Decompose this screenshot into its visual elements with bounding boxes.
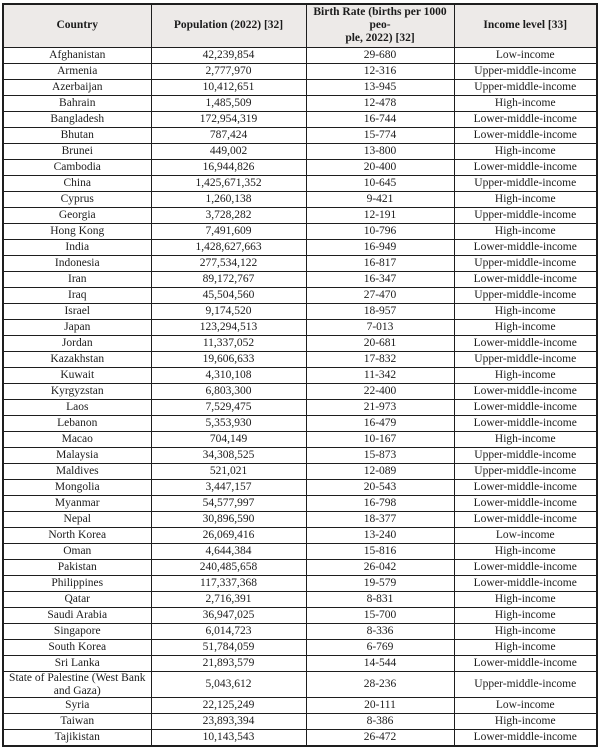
table-row bbox=[3, 79, 597, 95]
cell-income-level: Low-income bbox=[454, 698, 597, 714]
cell-population: 42,239,854 bbox=[151, 47, 306, 63]
table-row bbox=[3, 111, 597, 127]
cell-income-level: Upper-middle-income bbox=[454, 175, 597, 191]
cell-income-level: Upper-middle-income bbox=[454, 287, 597, 303]
cell-birth-rate: 10-796 bbox=[306, 223, 454, 239]
table-row bbox=[3, 175, 597, 191]
header-row bbox=[3, 4, 597, 47]
table-row bbox=[3, 671, 597, 698]
cell-income-level: Lower-middle-income bbox=[454, 415, 597, 431]
cell-population: 11,337,052 bbox=[151, 335, 306, 351]
cell-birth-rate: 11-342 bbox=[306, 367, 454, 383]
cell-country: State of Palestine (West Bank and Gaza) bbox=[3, 671, 151, 698]
cell-population: 4,310,108 bbox=[151, 367, 306, 383]
cell-birth-rate: 22-400 bbox=[306, 383, 454, 399]
table-row bbox=[3, 714, 597, 730]
table-row bbox=[3, 143, 597, 159]
cell-birth-rate: 16-817 bbox=[306, 255, 454, 271]
table-row bbox=[3, 303, 597, 319]
cell-income-level: Lower-middle-income bbox=[454, 159, 597, 175]
cell-population: 5,043,612 bbox=[151, 671, 306, 698]
cell-country: Oman bbox=[3, 543, 151, 559]
table-row bbox=[3, 511, 597, 527]
cell-population: 521,021 bbox=[151, 463, 306, 479]
table-row bbox=[3, 159, 597, 175]
cell-birth-rate: 15-700 bbox=[306, 607, 454, 623]
table-row bbox=[3, 351, 597, 367]
table-row bbox=[3, 623, 597, 639]
table-row bbox=[3, 191, 597, 207]
cell-population: 34,308,525 bbox=[151, 447, 306, 463]
table-row bbox=[3, 319, 597, 335]
cell-population: 10,143,543 bbox=[151, 730, 306, 747]
cell-income-level: Low-income bbox=[454, 47, 597, 63]
table-row bbox=[3, 239, 597, 255]
cell-income-level: Lower-middle-income bbox=[454, 559, 597, 575]
cell-country: Kuwait bbox=[3, 367, 151, 383]
cell-population: 449,002 bbox=[151, 143, 306, 159]
cell-population: 787,424 bbox=[151, 127, 306, 143]
cell-population: 23,893,394 bbox=[151, 714, 306, 730]
cell-income-level: High-income bbox=[454, 367, 597, 383]
table-row bbox=[3, 479, 597, 495]
cell-birth-rate: 16-798 bbox=[306, 495, 454, 511]
cell-birth-rate: 7-013 bbox=[306, 319, 454, 335]
cell-income-level: Upper-middle-income bbox=[454, 671, 597, 698]
cell-income-level: High-income bbox=[454, 431, 597, 447]
column-header-income-level: Income level [33] bbox=[454, 4, 597, 47]
cell-birth-rate: 12-191 bbox=[306, 207, 454, 223]
cell-population: 1,428,627,663 bbox=[151, 239, 306, 255]
cell-birth-rate: 12-478 bbox=[306, 95, 454, 111]
cell-population: 36,947,025 bbox=[151, 607, 306, 623]
table-row bbox=[3, 431, 597, 447]
cell-population: 45,504,560 bbox=[151, 287, 306, 303]
cell-income-level: Lower-middle-income bbox=[454, 383, 597, 399]
cell-income-level: High-income bbox=[454, 714, 597, 730]
cell-population: 7,491,609 bbox=[151, 223, 306, 239]
cell-population: 21,893,579 bbox=[151, 655, 306, 671]
cell-country: Iraq bbox=[3, 287, 151, 303]
cell-income-level: Lower-middle-income bbox=[454, 479, 597, 495]
cell-population: 16,944,826 bbox=[151, 159, 306, 175]
table-row bbox=[3, 607, 597, 623]
cell-population: 30,896,590 bbox=[151, 511, 306, 527]
table-row bbox=[3, 591, 597, 607]
cell-country: Qatar bbox=[3, 591, 151, 607]
cell-income-level: Upper-middle-income bbox=[454, 351, 597, 367]
cell-income-level: Upper-middle-income bbox=[454, 463, 597, 479]
cell-income-level: High-income bbox=[454, 607, 597, 623]
cell-country: Nepal bbox=[3, 511, 151, 527]
cell-income-level: Upper-middle-income bbox=[454, 447, 597, 463]
cell-birth-rate: 26-042 bbox=[306, 559, 454, 575]
cell-country: Singapore bbox=[3, 623, 151, 639]
cell-country: Bhutan bbox=[3, 127, 151, 143]
cell-country: Armenia bbox=[3, 63, 151, 79]
cell-income-level: High-income bbox=[454, 143, 597, 159]
cell-country: Georgia bbox=[3, 207, 151, 223]
table-row bbox=[3, 271, 597, 287]
cell-country: Tajikistan bbox=[3, 730, 151, 747]
cell-country: Kyrgyzstan bbox=[3, 383, 151, 399]
cell-birth-rate: 27-470 bbox=[306, 287, 454, 303]
cell-population: 22,125,249 bbox=[151, 698, 306, 714]
cell-birth-rate: 8-386 bbox=[306, 714, 454, 730]
cell-birth-rate: 13-800 bbox=[306, 143, 454, 159]
cell-country: Cambodia bbox=[3, 159, 151, 175]
table-row bbox=[3, 655, 597, 671]
country-birth-rate-table bbox=[2, 3, 598, 747]
cell-population: 51,784,059 bbox=[151, 639, 306, 655]
table-row bbox=[3, 127, 597, 143]
cell-income-level: Lower-middle-income bbox=[454, 271, 597, 287]
cell-population: 6,014,723 bbox=[151, 623, 306, 639]
cell-birth-rate: 16-744 bbox=[306, 111, 454, 127]
column-header-population: Population (2022) [32] bbox=[151, 4, 306, 47]
column-header-birth-rate-line1: Birth Rate (births per 1000 peo- bbox=[313, 6, 447, 32]
cell-population: 6,803,300 bbox=[151, 383, 306, 399]
cell-income-level: Lower-middle-income bbox=[454, 655, 597, 671]
table-row bbox=[3, 399, 597, 415]
cell-income-level: Lower-middle-income bbox=[454, 111, 597, 127]
cell-country: Japan bbox=[3, 319, 151, 335]
cell-population: 172,954,319 bbox=[151, 111, 306, 127]
cell-population: 1,485,509 bbox=[151, 95, 306, 111]
cell-country: Israel bbox=[3, 303, 151, 319]
cell-income-level: Lower-middle-income bbox=[454, 730, 597, 747]
cell-income-level: Upper-middle-income bbox=[454, 63, 597, 79]
cell-country: Malaysia bbox=[3, 447, 151, 463]
table-row bbox=[3, 223, 597, 239]
cell-country: Indonesia bbox=[3, 255, 151, 271]
table-row bbox=[3, 255, 597, 271]
cell-birth-rate: 29-680 bbox=[306, 47, 454, 63]
cell-country: Bangladesh bbox=[3, 111, 151, 127]
cell-birth-rate: 20-543 bbox=[306, 479, 454, 495]
cell-population: 240,485,658 bbox=[151, 559, 306, 575]
cell-country: North Korea bbox=[3, 527, 151, 543]
cell-birth-rate: 14-544 bbox=[306, 655, 454, 671]
cell-country: Kazakhstan bbox=[3, 351, 151, 367]
table-header bbox=[3, 4, 597, 47]
cell-birth-rate: 9-421 bbox=[306, 191, 454, 207]
cell-country: Iran bbox=[3, 271, 151, 287]
cell-country: Sri Lanka bbox=[3, 655, 151, 671]
cell-country: South Korea bbox=[3, 639, 151, 655]
cell-birth-rate: 15-816 bbox=[306, 543, 454, 559]
cell-birth-rate: 19-579 bbox=[306, 575, 454, 591]
cell-birth-rate: 16-479 bbox=[306, 415, 454, 431]
table-row bbox=[3, 575, 597, 591]
table-row bbox=[3, 730, 597, 747]
cell-population: 117,337,368 bbox=[151, 575, 306, 591]
cell-country: India bbox=[3, 239, 151, 255]
table-row bbox=[3, 639, 597, 655]
cell-income-level: Lower-middle-income bbox=[454, 495, 597, 511]
table-row bbox=[3, 207, 597, 223]
cell-birth-rate: 20-111 bbox=[306, 698, 454, 714]
cell-birth-rate: 13-240 bbox=[306, 527, 454, 543]
table-row bbox=[3, 543, 597, 559]
table-body bbox=[3, 47, 597, 746]
table-row bbox=[3, 447, 597, 463]
cell-population: 9,174,520 bbox=[151, 303, 306, 319]
cell-country: Macao bbox=[3, 431, 151, 447]
table-row bbox=[3, 463, 597, 479]
cell-birth-rate: 17-832 bbox=[306, 351, 454, 367]
cell-country: Maldives bbox=[3, 463, 151, 479]
cell-income-level: Upper-middle-income bbox=[454, 207, 597, 223]
cell-country: Taiwan bbox=[3, 714, 151, 730]
cell-birth-rate: 21-973 bbox=[306, 399, 454, 415]
column-header-birth-rate bbox=[306, 4, 454, 47]
cell-country: Pakistan bbox=[3, 559, 151, 575]
cell-birth-rate: 26-472 bbox=[306, 730, 454, 747]
table-row bbox=[3, 698, 597, 714]
column-header-birth-rate-line2: ple, 2022) [32] bbox=[345, 32, 415, 45]
table-row bbox=[3, 559, 597, 575]
cell-population: 54,577,997 bbox=[151, 495, 306, 511]
cell-population: 1,260,138 bbox=[151, 191, 306, 207]
cell-income-level: Upper-middle-income bbox=[454, 79, 597, 95]
cell-birth-rate: 15-873 bbox=[306, 447, 454, 463]
cell-country: Cyprus bbox=[3, 191, 151, 207]
table-row bbox=[3, 527, 597, 543]
cell-population: 1,425,671,352 bbox=[151, 175, 306, 191]
cell-population: 3,447,157 bbox=[151, 479, 306, 495]
cell-income-level: Upper-middle-income bbox=[454, 255, 597, 271]
cell-country: Myanmar bbox=[3, 495, 151, 511]
cell-birth-rate: 12-089 bbox=[306, 463, 454, 479]
cell-country: Afghanistan bbox=[3, 47, 151, 63]
cell-birth-rate: 20-400 bbox=[306, 159, 454, 175]
cell-population: 704,149 bbox=[151, 431, 306, 447]
cell-income-level: High-income bbox=[454, 303, 597, 319]
cell-population: 5,353,930 bbox=[151, 415, 306, 431]
cell-population: 10,412,651 bbox=[151, 79, 306, 95]
cell-birth-rate: 8-336 bbox=[306, 623, 454, 639]
cell-country: Hong Kong bbox=[3, 223, 151, 239]
cell-income-level: High-income bbox=[454, 95, 597, 111]
cell-income-level: High-income bbox=[454, 543, 597, 559]
cell-birth-rate: 28-236 bbox=[306, 671, 454, 698]
table-row bbox=[3, 495, 597, 511]
cell-income-level: High-income bbox=[454, 191, 597, 207]
table-row bbox=[3, 383, 597, 399]
cell-country: China bbox=[3, 175, 151, 191]
table-row bbox=[3, 47, 597, 63]
cell-country: Syria bbox=[3, 698, 151, 714]
table-row bbox=[3, 95, 597, 111]
cell-population: 123,294,513 bbox=[151, 319, 306, 335]
cell-income-level: Lower-middle-income bbox=[454, 127, 597, 143]
cell-birth-rate: 16-347 bbox=[306, 271, 454, 287]
cell-birth-rate: 15-774 bbox=[306, 127, 454, 143]
cell-country: Jordan bbox=[3, 335, 151, 351]
cell-birth-rate: 8-831 bbox=[306, 591, 454, 607]
cell-birth-rate: 16-949 bbox=[306, 239, 454, 255]
cell-country: Philippines bbox=[3, 575, 151, 591]
cell-income-level: Lower-middle-income bbox=[454, 239, 597, 255]
cell-population: 19,606,633 bbox=[151, 351, 306, 367]
cell-income-level: Lower-middle-income bbox=[454, 575, 597, 591]
table-row bbox=[3, 415, 597, 431]
cell-birth-rate: 13-945 bbox=[306, 79, 454, 95]
cell-population: 7,529,475 bbox=[151, 399, 306, 415]
table-row bbox=[3, 63, 597, 79]
cell-population: 4,644,384 bbox=[151, 543, 306, 559]
cell-birth-rate: 18-957 bbox=[306, 303, 454, 319]
table-row bbox=[3, 287, 597, 303]
cell-country: Brunei bbox=[3, 143, 151, 159]
cell-birth-rate: 20-681 bbox=[306, 335, 454, 351]
cell-country: Saudi Arabia bbox=[3, 607, 151, 623]
cell-income-level: High-income bbox=[454, 319, 597, 335]
cell-population: 277,534,122 bbox=[151, 255, 306, 271]
cell-birth-rate: 18-377 bbox=[306, 511, 454, 527]
cell-population: 26,069,416 bbox=[151, 527, 306, 543]
cell-population: 2,777,970 bbox=[151, 63, 306, 79]
cell-country: Laos bbox=[3, 399, 151, 415]
cell-income-level: Lower-middle-income bbox=[454, 399, 597, 415]
cell-birth-rate: 6-769 bbox=[306, 639, 454, 655]
cell-country: Lebanon bbox=[3, 415, 151, 431]
cell-income-level: High-income bbox=[454, 223, 597, 239]
cell-birth-rate: 10-645 bbox=[306, 175, 454, 191]
cell-birth-rate: 10-167 bbox=[306, 431, 454, 447]
cell-population: 2,716,391 bbox=[151, 591, 306, 607]
cell-income-level: Lower-middle-income bbox=[454, 511, 597, 527]
column-header-country: Country bbox=[3, 4, 151, 47]
cell-income-level: High-income bbox=[454, 591, 597, 607]
cell-income-level: High-income bbox=[454, 639, 597, 655]
cell-income-level: High-income bbox=[454, 623, 597, 639]
cell-country: Mongolia bbox=[3, 479, 151, 495]
table-row bbox=[3, 367, 597, 383]
cell-income-level: Low-income bbox=[454, 527, 597, 543]
cell-birth-rate: 12-316 bbox=[306, 63, 454, 79]
cell-country: Azerbaijan bbox=[3, 79, 151, 95]
cell-population: 89,172,767 bbox=[151, 271, 306, 287]
cell-income-level: Lower-middle-income bbox=[454, 335, 597, 351]
table-row bbox=[3, 335, 597, 351]
cell-country: Bahrain bbox=[3, 95, 151, 111]
cell-population: 3,728,282 bbox=[151, 207, 306, 223]
